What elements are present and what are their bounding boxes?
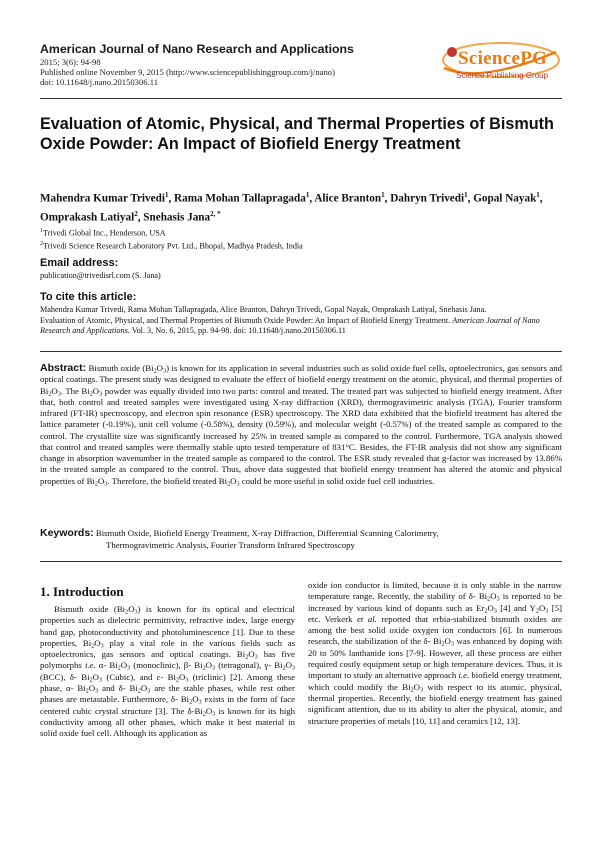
keywords [40, 528, 562, 551]
keywords-line: Thermogravimetric Analysis, Fourier Transform Infrared Spectroscopy [106, 539, 355, 550]
abstract-label: Abstract: [40, 362, 87, 374]
email-address: publication@trivedisrl.com (S. Jana) [40, 271, 161, 280]
author-name: Mahendra Kumar Trivedi [40, 192, 165, 205]
author-name: Alice Branton [314, 192, 382, 205]
author-name: Gopal Nayak [473, 192, 537, 205]
cite-title: Evaluation of Atomic, Physical, and Thermal Properties of Bismuth Oxide Powder: An Impact of Biofield Energy Treatment. [40, 315, 451, 325]
author-affiliation: 2 [134, 209, 138, 218]
author-affiliation: 1 [536, 191, 540, 199]
abstract: Abstract: Bismuth oxide $(Bi_2O_3)$ is known for its application in several industries such as solid oxide fuel cells, optoelectronics, gas sensors and optical coatings. The present study was designed to evaluate the effect of biofield energy treatment on the atomic, physical, and thermal properties of $Bi_2O_3$. The $Bi_2O_3$ powder was equally divided into two parts: control and treated. The treated part was subjected to biofield energy treatment. After that, both control and treated samples were investigated using X-ray diffraction (XRD), thermogravimetric analysis (TGA), Fourier transform infrared (FT-IR) spectroscopy, and electron spin resonance (ESR) spectroscopy. The XRD data exhibited that the biofield treatment has altered the lattice parameter (-0.19%), unit cell volume (-0.58%), density (0.59%), and molecular weight (-0.57%) of the treated sample as compared to the control. The crystallite size was significantly increased by 25% in treated sample as compared to the control. Furthermore, TGA analysis showed that control and treated samples were thermally stable upto tested temperature of 831°C. Besides, the FT-IR analysis did not show any significant change in absorption wavenumber in the treated sample as compared to the control. The ESR study revealed that g-factor was increased by 13.86% in the treated sample as compared to the control. Thus, above data suggested that biofield energy treatment has altered the atomic and physical properties of $Bi_2O_3$. Therefore, the biofield treated $Bi_2O_3$ could be more useful in solid oxide fuel cell industries. [40, 362, 563, 487]
author-name: Rama Mohan Tallapragada [174, 192, 306, 205]
cite-authors: Mahendra Kumar Trivedi, Rama Mohan Tallapragada, Alice Branton, Dahryn Trivedi, Gopal Nayak, Omprakash Latiyal, Snehasis Jana. [40, 305, 487, 314]
cite-heading: To cite this article: [40, 291, 137, 303]
keywords-label: Keywords: [40, 527, 94, 539]
intro-paragraph: Bismuth oxide $(Bi_2O_3)$ is known for its optical and electrical properties such as dielectric permittivity, refractive index, large energy band gap, photoconductivity and photoluminescence [1]. Due to these properties, $Bi_2O_3$ play a vital role in the various fields such as optoelectronics, gas sensors and optical coatings. $Bi_2O_3$ has five polymorphs i.e. α- $Bi_2O_3$ (monoclinic), β- $Bi_2O_3$ (tetragonal), γ- $Bi_2O_3$ (BCC), δ- $Bi_2O_3$ (Cubic), and ε- $Bi_2O_3$ (triclinic) [2]. Among these phase, α- $Bi_2O_3$ and δ- $Bi_2O_3$ are the stable phases, while rest other phases are metastable. Furthermore, δ- $Bi_2O_3$ exists in the form of face centered cubic crystal structure [3]. The $\delta-Bi_2O_3$ is known for its high conductivity among all other phases, which make it best material in solid oxide fuel cell. Although its application as [40, 604, 296, 739]
keywords-divider [40, 561, 562, 562]
keywords-line: Bismuth Oxide, Biofield Energy Treatment, X-ray Diffraction, Differential Scanning Calorimetry, [95, 528, 439, 538]
author-affiliation: 2, * [210, 209, 221, 218]
volume-line: 2015; 3(6): 94-98 [40, 57, 101, 67]
email-heading: Email address: [40, 257, 119, 269]
sciencepg-logo [440, 38, 562, 92]
cite-journal: American Journal of Nano Research and Applications [40, 315, 540, 336]
author-affiliation: 1 [381, 191, 385, 199]
doi-line: doi: 10.11648/j.nano.20150306.11 [40, 77, 158, 87]
intro-paragraph: oxide ion conductor is limited, because it is only stable in the narrow temperature range. Recently, the stability of δ- $Bi_2O_3$ is reported to be increased by various kind of dopants such as $Er_2O_3$ [4] and $Y_2O_3$ [5] etc. Verkerk et al. reported that erbia-stabilized bismuth oxides are among the best solid oxide oxygen ion conductors [6]. In numerous research, the stabilization of the δ- $Bi_2O_3$ was enhanced by doping with 20 to 50% lanthanide ions [7-9]. However, all these process are either required costly equipment setup or high temperature devices. Thus, it is important to study an alternative approach i.e. biofield energy treatment, which could modify the $Bi_2O_3$ with respect to its atomic, physical, thermal properties. Recently, the biofield energy treatment has gained significant attention, due to its ability to alter the physical, atomic, and structure properties of metals [10, 11] and ceramics [12, 13]. [308, 580, 563, 726]
header-divider [40, 98, 562, 99]
intro-left-column [40, 604, 295, 740]
affiliation-item: $^1$Trivedi Global Inc., Henderson, USA [40, 228, 166, 238]
published-line: Published online November 9, 2015 (http://www.sciencepublishinggroup.com/j/nano) [40, 67, 335, 77]
author-affiliation: 1 [305, 191, 310, 199]
author-name: Dahryn Trivedi [390, 192, 465, 205]
author-affiliation: 1 [464, 191, 468, 199]
citation [40, 305, 562, 337]
author-name: Snehasis Jana [143, 211, 211, 224]
intro-right-column [308, 580, 562, 727]
affiliations [40, 226, 562, 252]
logo-text: SciencePG [458, 48, 548, 69]
paper-title: Evaluation of Atomic, Physical, and Thermal Properties of Bismuth Oxide Powder: An Impact of Biofield Energy Treatment [40, 115, 554, 153]
cite-details: . Vol. 3, No. 6, 2015, pp. 94-98. doi: 10.11648/j.nano.20150306.11 [127, 326, 346, 336]
journal-name: American Journal of Nano Research and Applications [40, 42, 354, 56]
section-heading: 1. Introduction [40, 584, 124, 599]
author-affiliation: 1 [164, 191, 169, 199]
affiliation-item: $^2$Trivedi Science Research Laboratory Pvt. Ltd., Bhopal, Madhya Pradesh, India [40, 241, 303, 251]
author-list: Mahendra Kumar Trivedi$^1$, Rama Mohan Tallapragada$^1$, Alice Branton$^1$, Dahryn Trivedi$^1$, Gopal Nayak$^1$, Omprakash Latiyal$^2$, Snehasis Jana$^{2, *}$ [40, 191, 543, 224]
journal-header [40, 42, 370, 87]
abstract-divider [40, 351, 562, 352]
author-name: Omprakash Latiyal [40, 211, 135, 224]
logo-subtext: Science Publishing Group [456, 71, 549, 80]
